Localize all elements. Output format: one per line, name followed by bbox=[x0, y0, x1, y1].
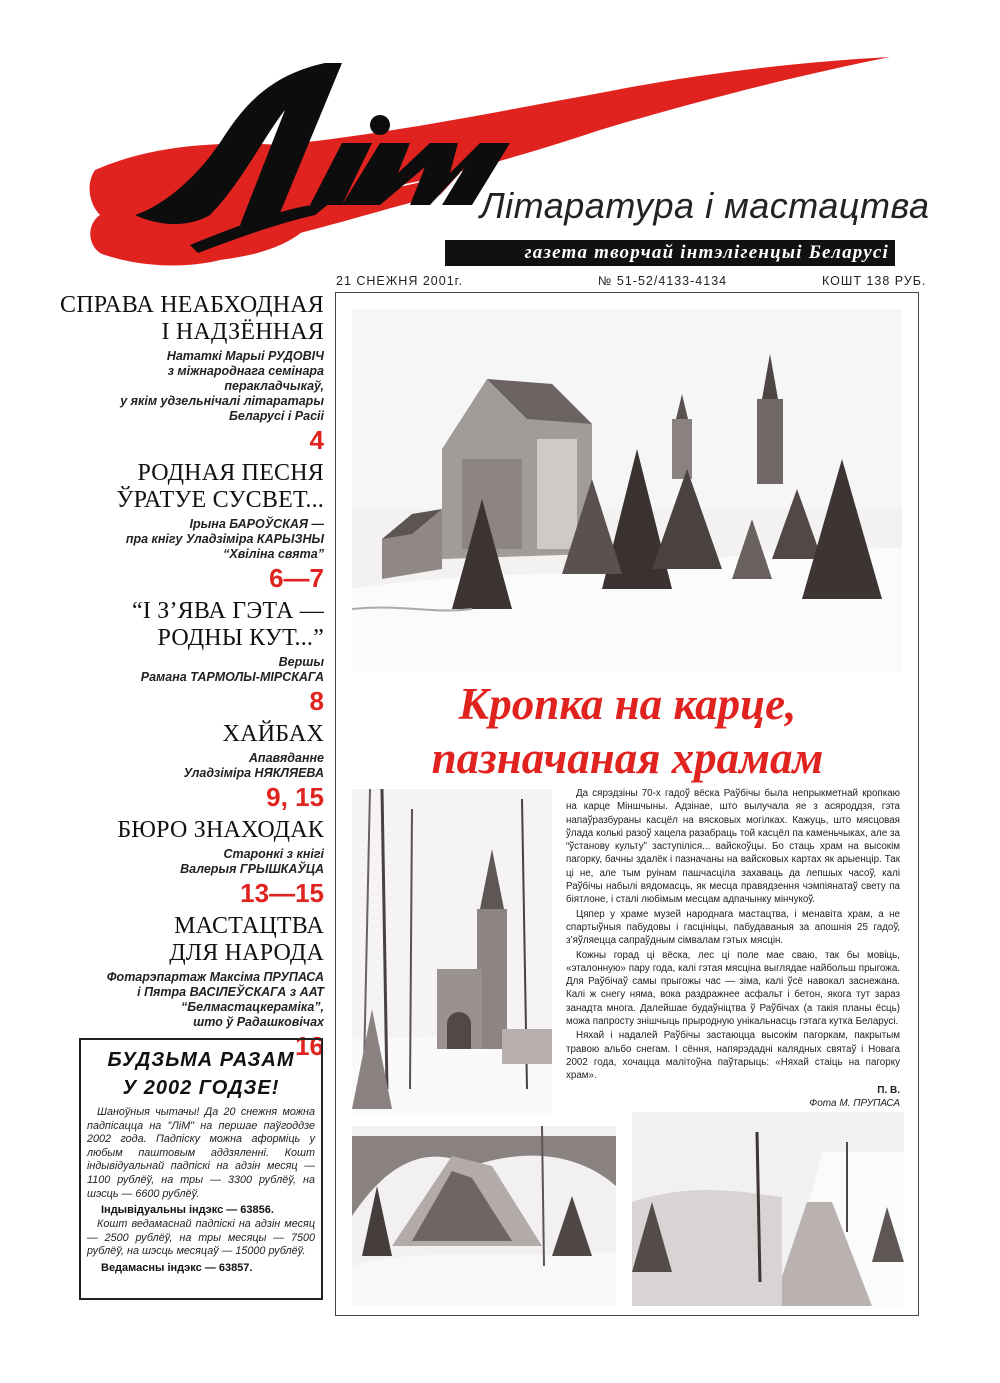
contents-index bbox=[60, 292, 324, 1066]
winter-landscape-photo bbox=[352, 1126, 616, 1306]
index-item[interactable] bbox=[60, 460, 324, 592]
article-paragraph: Кожны горад ці вёска, лес ці поле мае сваю, так бы мовіць, «эталонную» пару года, калі гэтая мясціна выглядае найбольш прыгожа. Для Раўбічаў самы прыгожы час — зіма, калі ўсё навокал заснежана. Калі ж снегу няма, вока раздражнее асфальт і бетон, якога тут зараз занадта многа. Далейшае будаўніцтва ў Раўбічах (а такія планы ёсць) можа папросту знішчыць прыродную унікальнасць гэтага кутка Беларусі. bbox=[566, 949, 900, 1028]
article-body bbox=[566, 787, 900, 1110]
index-item-title: “І З’ЯВА ГЭТА — РОДНЫ КУТ...” bbox=[131, 598, 324, 651]
article-paragraph: Да сярэдзіны 70-х гадоў вёска Раўбічы была непрыкметнай кропкаю на карце Міншчыны. Адзінае, што вылучала яе з асяроддзя, гэта напаўразбураны касцёл на вясковых могілках. Кажуць, што мясцовая ўлада колькі разоў хацела разабраць той касцёл па каменьчыках, але за “ўстанову культу” заступіліся... вайскоўцы. Бо стаць храм на высокім пагорку, бачны здалёк і пазначаны на вайсковых картах як арыенцір. Так ці не, але тым руінам пашчасціла захаваць да лепшых часоў, калі Раўбічы набылі вядомасць, як месца правядзення чэмпіянатаў свету па біятлоне, і сталі любімым месцам адпачынку мінчукоў. bbox=[566, 788, 900, 906]
index-item-page: 8 bbox=[309, 686, 324, 716]
subscription-text-corporate: Кошт ведамаснай падпіскі на адзін месяц — 2500 рублёў, на тры месяцы — 7500 рублёў, на шэсць месяцаў — 15000 рублёў. bbox=[87, 1218, 315, 1258]
article-headline: Кропка на карце, пазначаная храмам bbox=[431, 679, 824, 783]
masthead-tagline: Літаратура і мастацтва bbox=[480, 185, 930, 226]
masthead-subtitle: газета творчай інтэлігенцыі Беларусі bbox=[445, 240, 895, 266]
index-item-title: ХАЙБАХ bbox=[222, 721, 324, 747]
index-item-page: 9, 15 bbox=[266, 782, 324, 812]
index-item[interactable] bbox=[60, 598, 324, 715]
subscription-index-corporate: Ведамасны індэкс — 63857. bbox=[101, 1261, 253, 1274]
index-item[interactable] bbox=[60, 292, 324, 454]
issue-number: № 51-52/4133-4134 bbox=[598, 274, 728, 288]
subscription-title-2: У 2002 ГОДЗЕ! bbox=[122, 1077, 280, 1099]
photo-credit: Фота М. ПРУПАСА bbox=[809, 1097, 900, 1109]
index-item-page: 16 bbox=[295, 1031, 324, 1061]
index-item-desc: Фотарэпартаж Максіма ПРУПАСА і Пятра ВАСІЛЕЎСКАГА з ААТ “Белмастацкераміка”, што ў Радашковічах bbox=[106, 970, 324, 1029]
subscription-text: Шаноўныя чытачы! Да 20 снежня можна падпісацца на "ЛіМ" на першае паўгоддзе 2002 года. Падпіску можна аформіць у любым паштовым аддзяленні. Кошт індывідуальнай падпіскі на адзін месяц — 1100 рублёў, на тры — 3300 рублёў, на шэсць — 6600 рублёў. bbox=[87, 1106, 315, 1200]
index-item-title: СПРАВА НЕАБХОДНАЯ І НАДЗЁННАЯ bbox=[60, 292, 324, 345]
index-item-page: 4 bbox=[309, 425, 324, 455]
index-item-desc: Нататкі Марыі РУДОВІЧ з міжнароднага семінара перакладчыкаў, у якім удзельнічалі літаратары Беларусі і Расіі bbox=[120, 349, 324, 423]
index-item-title: МАСТАЦТВА ДЛЯ НАРОДА bbox=[169, 913, 324, 966]
subscription-box bbox=[79, 1038, 323, 1300]
index-item-page: 13—15 bbox=[240, 878, 324, 908]
index-item-page: 6—7 bbox=[269, 563, 324, 593]
index-item[interactable] bbox=[60, 817, 324, 907]
church-photo-main bbox=[352, 309, 902, 671]
index-item-desc: Старонкі з кнігі Валерыя ГРЫШКАЎЦА bbox=[180, 847, 324, 876]
index-item-title: БЮРО ЗНАХОДАК bbox=[117, 817, 324, 843]
subscription-title-1: БУДЗЬМА РАЗАМ bbox=[107, 1049, 295, 1071]
subscription-index-individual: Індывідуальны індэкс — 63856. bbox=[101, 1204, 274, 1217]
issue-price: КОШТ 138 РУБ. bbox=[822, 274, 927, 288]
index-item-desc: Ірына БАРОЎСКАЯ — пра кнігу Уладзіміра КАРЫЗНЫ “Хвіліна свята” bbox=[125, 517, 324, 561]
index-item-title: РОДНАЯ ПЕСНЯ ЎРАТУЕ СУСВЕТ... bbox=[116, 460, 324, 513]
article-paragraph: Няхай і надалей Раўбічы застаюцца высокім пагоркам, пакрытым травою альбо снегам. І сёння, напярэдадні калядных святаў і Новага 2002 года, хочацца малітоўна паўтарыць: «Няхай стаіць на пагорку храм». bbox=[566, 1030, 900, 1082]
index-item[interactable] bbox=[60, 721, 324, 811]
road-photo bbox=[632, 1112, 904, 1306]
article-signature: П. В. bbox=[877, 1084, 900, 1096]
issue-date: 21 СНЕЖНЯ 2001г. bbox=[336, 274, 464, 288]
church-tower-photo bbox=[352, 789, 552, 1115]
index-item-desc: Вершы Рамана ТАРМОЛЫ-МІРСКАГА bbox=[140, 655, 324, 684]
article-paragraph: Цяпер у храме музей народнага мастацтва, і менавіта храм, а не спартыўныя пабудовы і гасцініцы, пабудаваныя за апошнія 25 гадоў, з’яўляецца сапраўдным сімвалам гэтых мясцін. bbox=[566, 908, 900, 947]
index-item-desc: Апавяданне Уладзіміра НЯКЛЯЕВА bbox=[183, 751, 324, 780]
